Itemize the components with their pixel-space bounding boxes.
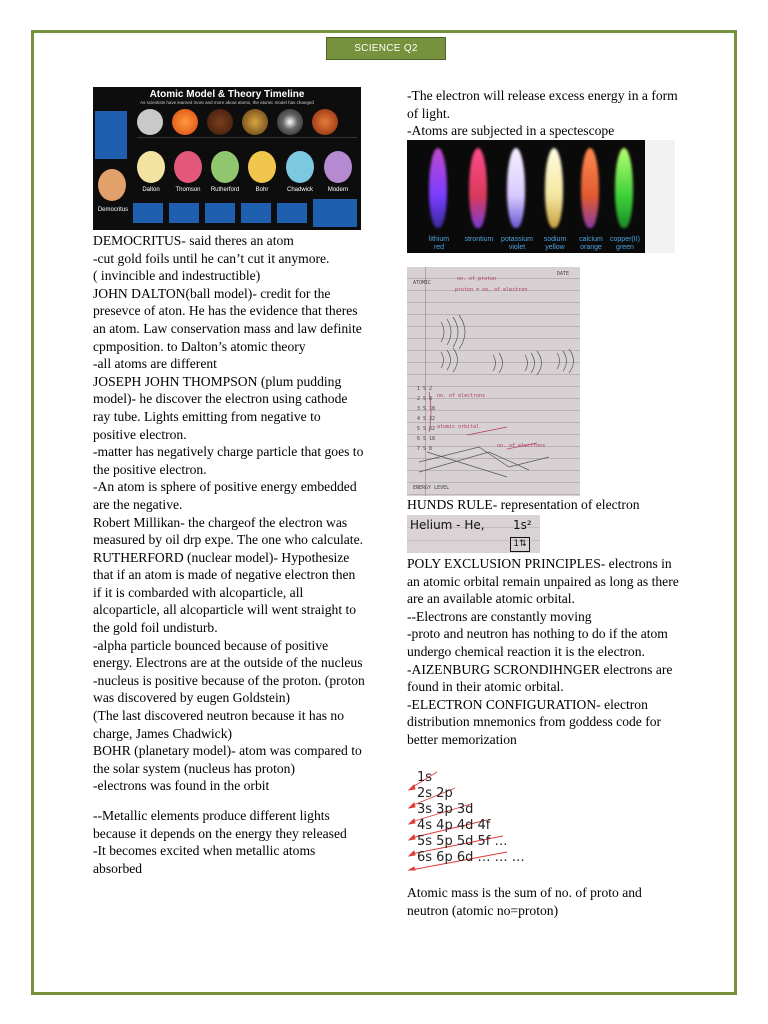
note-line: -Atoms are subjected in a spectescope <box>407 123 615 139</box>
dalton-portrait <box>137 151 165 183</box>
timeline-notes-row <box>137 137 357 152</box>
timeline-info-box <box>205 203 235 223</box>
left-column-notes <box>93 232 365 877</box>
flame-label: copper(II) green <box>610 236 640 251</box>
note-line: POLY EXCLUSION PRINCIPLES- electrons in an atomic orbital remain unpaired as long as there are an available atomic orbital. <box>407 556 679 607</box>
note-line: DEMOCRITUS- said theres an atom <box>93 233 294 248</box>
atom-model-3 <box>207 109 233 135</box>
chadwick-portrait <box>286 151 314 183</box>
svg-text:2 S 8: 2 S 8 <box>417 396 433 402</box>
flame-label: strontium <box>464 236 494 243</box>
timeline-info-box <box>95 111 127 159</box>
timeline-info-box <box>133 203 163 223</box>
timeline-info-box <box>169 203 199 223</box>
note-line: --Electrons are constantly moving <box>407 608 592 624</box>
svg-text:ENERGY LEVEL: ENERGY LEVEL <box>413 485 450 491</box>
note-line: JOHN DALTON(ball model)- credit for the presevce of aton. He has the evidence that theres an atom. Law conservation mass and law definite cpmposition. to Dalton’s atomic theory <box>93 285 362 354</box>
scientist-label: Democritus <box>97 207 129 213</box>
svg-text:no. of electrons: no. of electrons <box>437 393 486 399</box>
rutherford-portrait <box>211 151 239 183</box>
flame-label: potassium violet <box>501 236 533 251</box>
timeline-title: Atomic Model & Theory Timeline <box>149 89 305 100</box>
note-line: -cut gold foils until he can’t cut it anymore. <box>93 250 330 266</box>
atom-model-2 <box>172 109 198 135</box>
right-column-middle <box>407 555 679 749</box>
atomic-mass-note: Atomic mass is the sum of no. of proto and neutron (atomic no=proton) <box>407 885 642 918</box>
flame-label: sodium yellow <box>543 236 567 251</box>
note-line: -matter has negatively charge particle that goes to the positive electron. <box>93 444 364 477</box>
electron-configuration-diagram <box>407 770 557 872</box>
note-line: --Metallic elements produce different lights because it depends on the energy they released <box>93 808 347 841</box>
svg-text:ATOMIC: ATOMIC <box>413 280 432 286</box>
note-line: -alpha particle bounced because of positive energy. Electrons are at the outside of the nucleus <box>93 637 363 671</box>
note-line: -ELECTRON CONFIGURATION- electron distribution mnemonics from goddess code for better memorization <box>407 696 662 747</box>
note-line: -AIZENBURG SCRONDIHNGER electrons are found in their atomic orbital. <box>407 661 673 695</box>
note-line: -all atoms are different <box>93 356 217 372</box>
timeline-info-box <box>277 203 307 223</box>
svg-text:proton = no. of electron: proton = no. of electron <box>455 287 528 293</box>
note-line: ( invincible and indestructible) <box>93 268 261 284</box>
flame-label: calcium orange <box>579 236 603 251</box>
timeline-info-box <box>313 199 357 227</box>
note-line: (The last discovered neutron because it has no charge, James Chadwick) <box>93 708 345 741</box>
orbital-box: 1⇅ <box>510 537 530 552</box>
strontium-flame <box>469 148 487 228</box>
helium-config: 1s² <box>513 518 532 532</box>
atom-model-1 <box>137 109 163 135</box>
flame-label: lithium red <box>428 236 450 251</box>
helium-notes-photo <box>407 515 540 553</box>
econf-row: 6s 6p 6d … … … <box>417 850 525 865</box>
scientist-label: Thomson <box>175 187 201 193</box>
svg-text:4 S 32: 4 S 32 <box>417 416 436 422</box>
svg-text:6 S 18: 6 S 18 <box>417 436 436 442</box>
lithium-flame <box>429 148 447 228</box>
timeline-info-box <box>241 203 271 223</box>
democritus-portrait <box>98 169 126 201</box>
note-line: BOHR (planetary model)- atom was compared to the solar system (nucleus has proton) <box>93 743 362 776</box>
scientist-label: Bohr <box>255 187 269 193</box>
sodium-flame <box>545 148 563 228</box>
bohr-portrait <box>248 151 276 183</box>
note-line: -electrons was found in the orbit <box>93 778 270 794</box>
modern-portrait <box>324 151 352 183</box>
subject-badge: SCIENCE Q2 <box>326 37 446 60</box>
right-column-top <box>407 87 679 140</box>
flame-test-image <box>407 140 675 253</box>
econf-row: 4s 4p 4d 4f <box>417 818 491 833</box>
svg-text:7 S 8: 7 S 8 <box>417 446 433 452</box>
note-line: -nucleus is positive because of the proton. (proton was discovered by eugen Goldstein) <box>93 672 365 706</box>
helium-label: Helium - He, <box>410 518 485 532</box>
atom-model-6 <box>312 109 338 135</box>
atom-model-4 <box>242 109 268 135</box>
hunds-rule-line: HUNDS RULE- representation of electron <box>407 497 640 512</box>
econf-row: 5s 5p 5d 5f … <box>417 834 508 849</box>
econf-row: 1s <box>417 770 433 785</box>
svg-text:no. of electrons: no. of electrons <box>497 443 546 449</box>
timeline-subtitle: As scientists have learned more and more about atoms, the atomic model has changed <box>140 100 314 105</box>
note-line: -An atom is sphere of positive energy embedded are the negative. <box>93 479 357 512</box>
svg-text:1 S 2: 1 S 2 <box>417 386 433 392</box>
notebook-sketch <box>407 267 580 496</box>
svg-text:5 S 32: 5 S 32 <box>417 426 436 432</box>
svg-text:DATE: DATE <box>557 271 570 277</box>
svg-text:3 S 18: 3 S 18 <box>417 406 436 412</box>
svg-text:no. of proton: no. of proton <box>457 276 497 282</box>
copper-flame <box>615 148 633 228</box>
note-line: Robert Millikan- the chargeof the electron was measured by oil drp expe. The one who calculate. <box>93 514 364 548</box>
note-line: -It becomes excited when metallic atoms absorbed <box>93 843 316 876</box>
note-line: -proto and neutron has nothing to do if the atom undergo chemical reaction it is the electron. <box>407 626 668 659</box>
handwritten-notes-photo <box>407 267 580 496</box>
scientist-label: Rutherford <box>210 187 240 193</box>
scientist-label: Dalton <box>142 187 160 193</box>
econf-row: 3s 3p 3d <box>417 802 474 817</box>
svg-text:atomic orbital: atomic orbital <box>437 424 480 430</box>
note-line: RUTHERFORD (nuclear model)- Hypothesize that if an atom is made of negative electron then if it is combarded with alcoparticle, all alcoparticle, all alcoparticle will went straight to the gold foil undisturb. <box>93 549 357 636</box>
atomic-timeline-image <box>93 87 361 230</box>
scientist-label: Modern <box>327 187 349 193</box>
calcium-flame <box>581 148 599 228</box>
econf-row: 2s 2p <box>417 786 453 801</box>
atom-model-5 <box>277 109 303 135</box>
potassium-flame <box>507 148 525 228</box>
scientist-label: Chadwick <box>286 187 313 193</box>
thomson-portrait <box>174 151 202 183</box>
note-line: JOSEPH JOHN THOMPSON (plum pudding model)- he discover the electron using cathode ray tube. Lights emitting from negative to positive electron. <box>93 373 348 442</box>
note-line: -The electron will release excess energy in a form of light. <box>407 88 678 121</box>
